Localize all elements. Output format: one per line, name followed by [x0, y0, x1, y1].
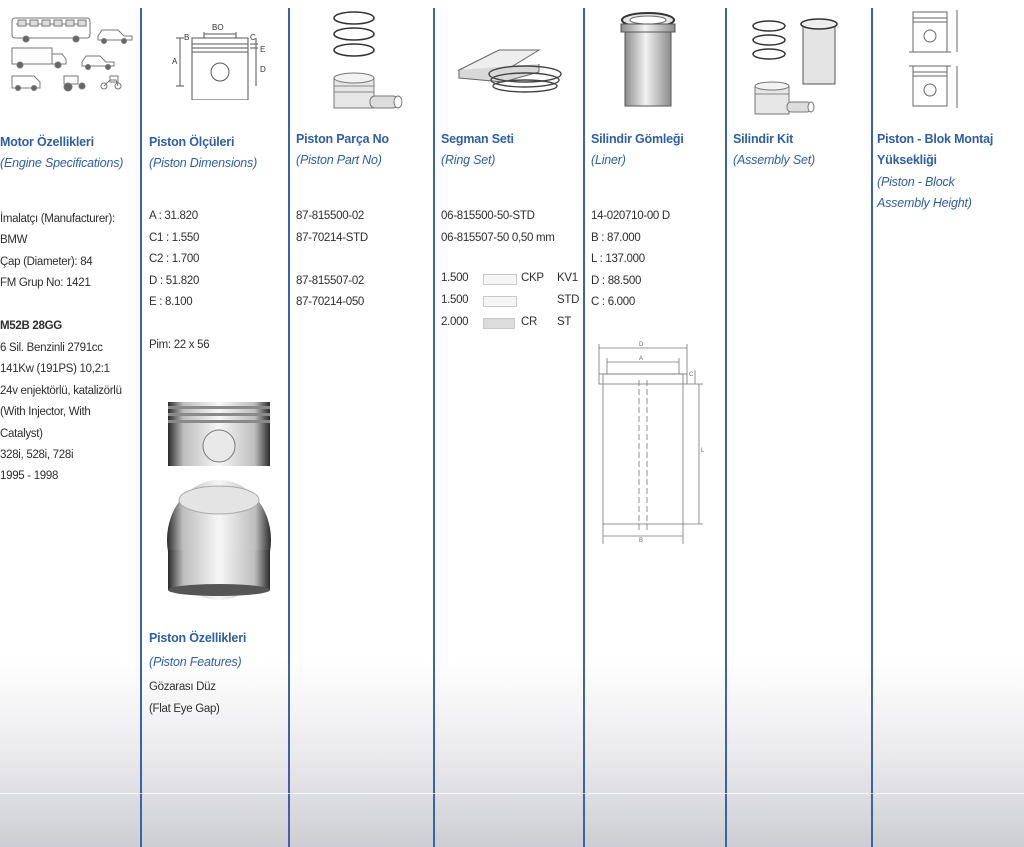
engine-diameter: Çap (Diameter): 84	[0, 256, 93, 268]
ring-set-illustration	[455, 40, 567, 110]
piston-rings-illustration	[326, 8, 416, 118]
engine-detail: (With Injector, With	[0, 406, 91, 418]
dimension-a: A : 31.820	[149, 210, 198, 222]
dimensions-heading: Piston Ölçüleri	[149, 135, 235, 149]
engine-column	[0, 0, 140, 847]
height-heading: Piston - Blok Montaj	[877, 132, 994, 146]
part-number: 87-70214-STD	[296, 232, 368, 244]
height-heading: Yüksekliği	[877, 153, 937, 167]
features-subheading: (Piston Features)	[149, 655, 242, 669]
engine-heading: Motor Özellikleri	[0, 135, 94, 149]
dimension-d: D : 51.820	[149, 275, 200, 287]
liner-label-d: D	[639, 342, 644, 348]
partno-heading: Piston Parça No	[296, 132, 389, 146]
part-number: 87-815507-02	[296, 275, 365, 287]
ring-type: CR	[521, 316, 538, 328]
dim-label-bo: BO	[212, 23, 224, 32]
ring-profile-swatch	[483, 274, 517, 285]
engine-manufacturer-label: İmalatçı (Manufacturer):	[0, 213, 115, 225]
ring-type: CKP	[521, 272, 544, 284]
part-number: 87-70214-050	[296, 296, 365, 308]
vehicles-illustration	[8, 12, 140, 92]
dim-label-c: C	[250, 33, 256, 42]
liner-label-l: L	[701, 448, 705, 454]
dim-label-a: A	[172, 57, 178, 66]
engine-years: 1995 - 1998	[0, 470, 59, 482]
height-subheading: (Piston - Block	[877, 175, 955, 189]
liner-value: L : 137.000	[591, 253, 645, 265]
height-subheading: Assembly Height)	[877, 196, 972, 210]
liner-label-a: A	[639, 356, 644, 362]
liner-value: B : 87.000	[591, 232, 641, 244]
dim-label-d: D	[260, 65, 266, 74]
partno-column	[290, 0, 433, 847]
ring-profile-swatch	[483, 296, 517, 307]
liner-heading: Silindir Gömleği	[591, 132, 684, 146]
engine-detail: 328i, 528i, 728i	[0, 449, 74, 461]
features-heading: Piston Özellikleri	[149, 631, 247, 645]
engine-model: M52B 28GG	[0, 320, 62, 332]
rings-heading: Segman Seti	[441, 132, 514, 146]
partno-subheading: (Piston Part No)	[296, 153, 382, 167]
dim-label-e: E	[260, 45, 266, 54]
dimensions-subheading: (Piston Dimensions)	[149, 156, 258, 170]
piston-photo	[164, 400, 274, 610]
ring-row	[441, 312, 591, 332]
engine-detail: 24v enjektörlü, katalizörlü	[0, 385, 122, 397]
liner-value: C : 6.000	[591, 296, 635, 308]
engine-subheading: (Engine Specifications)	[0, 156, 124, 170]
liner-column	[585, 0, 725, 847]
kit-column	[727, 0, 871, 847]
ring-profile-swatch	[483, 318, 515, 329]
footer-rule	[0, 793, 1024, 794]
ring-set-code: 06-815500-50-STD	[441, 210, 535, 222]
feature-line: Gözarası Düz	[149, 681, 216, 693]
dim-label-b: B	[184, 33, 190, 42]
piston-dimension-diagram	[170, 20, 270, 100]
ring-size: 2.000	[441, 316, 469, 328]
ring-set-code: 06-815507-50 0,50 mm	[441, 232, 555, 244]
engine-detail: Catalyst)	[0, 428, 43, 440]
liner-subheading: (Liner)	[591, 153, 626, 167]
dimension-c2: C2 : 1.700	[149, 253, 200, 265]
dimensions-column	[142, 0, 288, 847]
dimension-c1: C1 : 1.550	[149, 232, 200, 244]
pin-size: Pim: 22 x 56	[149, 339, 210, 351]
ring-row	[441, 268, 591, 288]
engine-detail: 141Kw (191PS) 10,2:1	[0, 363, 110, 375]
rings-column	[435, 0, 583, 847]
feature-line: (Flat Eye Gap)	[149, 703, 220, 715]
engine-detail: 6 Sil. Benzinli 2791cc	[0, 342, 103, 354]
ring-row	[441, 290, 591, 310]
rings-subheading: (Ring Set)	[441, 153, 496, 167]
ring-code: STD	[557, 294, 580, 306]
ring-code: ST	[557, 316, 572, 328]
liner-label-b: B	[639, 538, 644, 544]
height-column	[873, 0, 1024, 847]
liner-illustration	[613, 10, 683, 112]
liner-label-c: C	[689, 372, 694, 378]
ring-size: 1.500	[441, 272, 469, 284]
kit-subheading: (Assembly Set)	[733, 153, 815, 167]
engine-fm-group: FM Grup No: 1421	[0, 277, 91, 289]
assembly-height-diagram	[905, 8, 969, 116]
liner-dimension-diagram	[595, 340, 707, 550]
ring-code: KV1	[557, 272, 578, 284]
dimension-e: E : 8.100	[149, 296, 193, 308]
kit-heading: Silindir Kit	[733, 132, 794, 146]
liner-value: D : 88.500	[591, 275, 642, 287]
assembly-set-illustration	[747, 14, 847, 120]
engine-manufacturer: BMW	[0, 234, 28, 246]
part-number: 87-815500-02	[296, 210, 365, 222]
ring-table	[441, 268, 583, 338]
liner-code: 14-020710-00 D	[591, 210, 670, 222]
ring-size: 1.500	[441, 294, 469, 306]
